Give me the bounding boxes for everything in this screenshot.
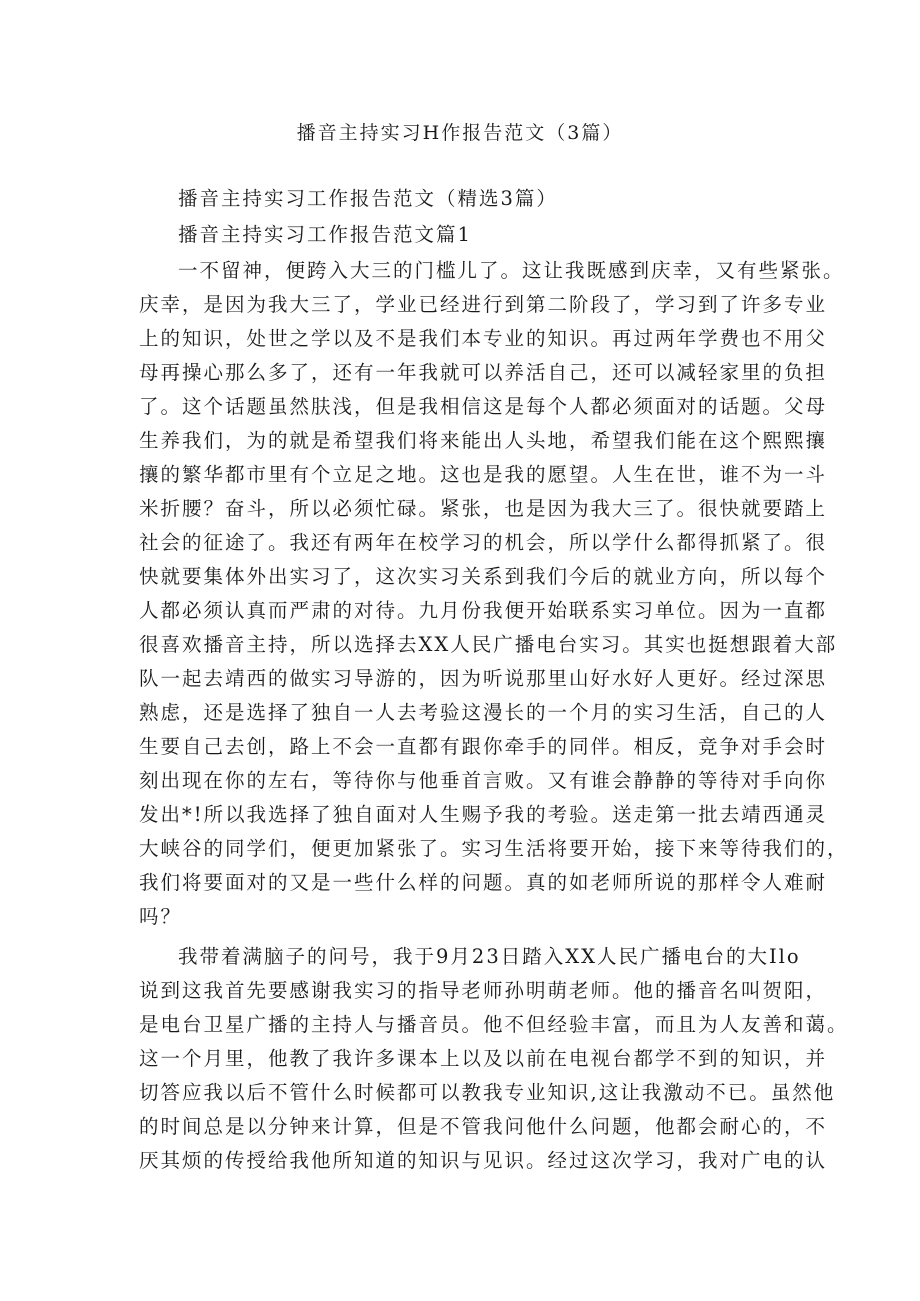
paragraph-line: 队一起去靖西的做实习导游的，因为听说那里山好水好人更好。经过深思 <box>139 667 828 690</box>
paragraph-line: 的时间总是以分钟来计算，但是不管我问他什么问题，他都会耐心的，不 <box>139 1115 828 1138</box>
paragraph-line: 生养我们，为的就是希望我们将来能出人头地，希望我们能在这个熙熙攘 <box>139 429 828 452</box>
paragraph-line: 吗？ <box>139 905 183 928</box>
paragraph-line: 很喜欢播音主持，所以选择去XX人民广播电台实习。其实也挺想跟着大部 <box>139 633 838 656</box>
paragraph-line: 厌其烦的传授给我他所知道的知识与见识。经过这次学习，我对广电的认 <box>139 1149 828 1172</box>
paragraph-line: 刻出现在你的左右，等待你与他垂首言败。又有谁会静静的等待对手向你 <box>139 769 828 792</box>
paragraph-line: 是电台卫星广播的主持人与播音员。他不但经验丰富，而且为人友善和蔼。 <box>139 1013 849 1036</box>
paragraph-line: 我们将要面对的又是一些什么样的问题。真的如老师所说的那样令人难耐 <box>139 871 828 894</box>
paragraph-line: 这一个月里，他教了我许多课本上以及以前在电视台都学不到的知识，并 <box>139 1047 828 1070</box>
paragraph-line: 母再操心那么多了，还有一年我就可以养活自己，还可以减轻家里的负担 <box>139 361 828 384</box>
section-heading: 播音主持实习工作报告范文篇1 <box>178 223 472 246</box>
paragraph-line: 快就要集体外出实习了，这次实习关系到我们今后的就业方向，所以每个 <box>139 565 828 588</box>
paragraph-line: 我带着满脑子的问号，我于9月23日踏入XX人民广播电台的大Ilo <box>178 945 801 968</box>
paragraph-line: 攘的繁华都市里有个立足之地。这也是我的愿望。人生在世，谁不为一斗 <box>139 463 828 486</box>
paragraph-line: 大峡谷的同学们，便更加紧张了。实习生活将要开始，接下来等待我们的， <box>139 837 849 860</box>
paragraph-line: 社会的征途了。我还有两年在校学习的机会，所以学什么都得抓紧了。很 <box>139 531 828 554</box>
paragraph-line: 发出*!所以我选择了独自面对人生赐予我的考验。送走第一批去靖西通灵 <box>139 803 828 826</box>
document-subtitle: 播音主持实习工作报告范文（精选3篇） <box>178 187 558 210</box>
paragraph-line: 上的知识，处世之学以及不是我们本专业的知识。再过两年学费也不用父 <box>139 327 828 350</box>
document-title: 播音主持实习H作报告范文（3篇） <box>296 122 624 144</box>
paragraph-line: 米折腰？奋斗，所以必须忙碌。紧张，也是因为我大三了。很快就要踏上 <box>139 497 828 520</box>
paragraph-line: 人都必须认真而严肃的对待。九月份我便开始联系实习单位。因为一直都 <box>139 599 828 622</box>
paragraph-line: 庆幸，是因为我大三了，学业已经进行到第二阶段了，学习到了许多专业 <box>139 293 828 316</box>
paragraph-line: 了。这个话题虽然肤浅，但是我相信这是每个人都必须面对的话题。父母 <box>139 395 828 418</box>
paragraph-line: 熟虑，还是选择了独自一人去考验这漫长的一个月的实习生活，自己的人 <box>139 701 828 724</box>
paragraph-line: 切答应我以后不管什么时候都可以教我专业知识,这让我激动不已。虽然他 <box>139 1081 836 1104</box>
paragraph-line: 说到这我首先要感谢我实习的指导老师孙明萌老师。他的播音名叫贺阳， <box>139 979 828 1002</box>
paragraph-line: 生要自己去创，路上不会一直都有跟你牵手的同伴。相反，竞争对手会时 <box>139 735 828 758</box>
paragraph-line: 一不留神，便跨入大三的门槛儿了。这让我既感到庆幸，又有些紧张。 <box>178 259 845 282</box>
